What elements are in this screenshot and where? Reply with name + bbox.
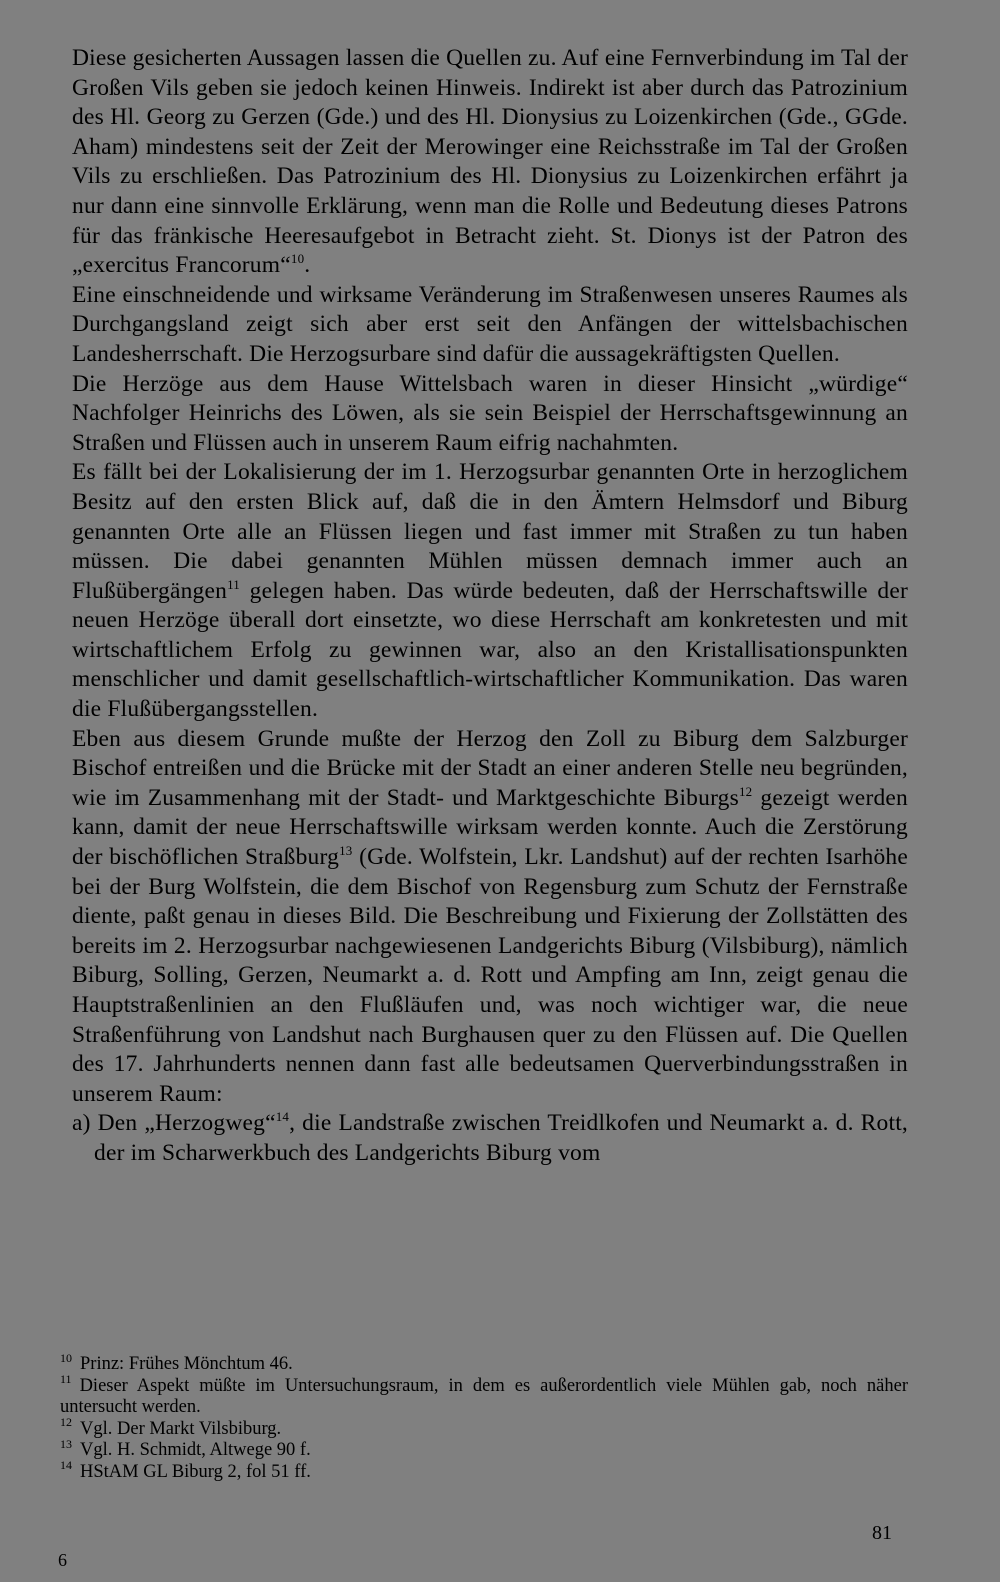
- paragraph-3: [72, 370, 908, 459]
- footnote-10: [60, 1350, 908, 1376]
- footnote-text: HStAM GL Biburg 2, fol 51 ff.: [80, 1461, 311, 1482]
- list-item-text: a) Den „Herzogweg“: [72, 1110, 276, 1137]
- footnotes: [60, 1350, 908, 1483]
- paragraph-text: Eben aus diesem Grunde mußte der Herzog den Zoll zu Biburg dem Salzburger Bischof entreißen und die Brücke mit der Stadt an einer anderen Stelle neu begründen, wie im Zusammenhang mit der Stadt- und Marktgeschichte Biburgs: [72, 725, 908, 811]
- footnote-number: 11: [60, 1372, 72, 1387]
- paragraph-text: (Gde. Wolfstein, Lkr. Landshut) auf der rechten Isarhöhe bei der Burg Wolfstein, die dem Bischof von Regensburg zum Schutz der Fernstraße diente, paßt genau in dieses Bild. Die Beschreibung und Fixierung der Zollstätten des bereits im 2. Herzogsurbar nachgewiesenen Landgerichts Biburg (Vilsbiburg), nämlich Biburg, Solling, Gerzen, Neumarkt a. d. Rott und Ampfing am Inn, zeigt genau die Hauptstraßenlinien an den Flußläufen und, was noch wichtiger war, die neue Straßenführung von Landshut nach Burghausen quer zu den Flüssen auf. Die Quellen des 17. Jahrhunderts nennen dann fast alle bedeutsamen Querverbindungsstraßen in unserem Raum:: [72, 844, 908, 1107]
- paragraph-text: Die Herzöge aus dem Hause Wittelsbach waren in dieser Hinsicht „würdige“ Nachfolger Heinrichs des Löwen, als sie sein Beispiel der Herrschaftsgewinnung an Straßen und Flüssen auch in unserem Raum eifrig nachahmten.: [72, 370, 908, 456]
- footnote-number: 12: [60, 1415, 72, 1430]
- paragraph-text: Es fällt bei der Lokalisierung der im 1. Herzogsurbar genannten Orte in herzoglichem Besitz auf den ersten Blick auf, daß die in den Ämtern Helmsdorf und Biburg genannten Orte alle an Flüssen liegen und fast immer mit Straßen zu tun haben müssen. Die dabei genannten Mühlen müssen demnach immer auch an Flußübergängen: [72, 459, 908, 604]
- footnote-number: 10: [60, 1350, 72, 1365]
- paragraph-text: gelegen haben. Das würde bedeuten, daß der Herrschaftswille der neuen Herzöge überall dort einsetzte, wo diese Herrschaft am konkretesten und mit wirtschaftlichem Erfolg zu gewinnen war, also an den Kristallisationspunkten menschlicher und damit gesellschaftlich-wirtschaftlicher Kommunikation. Das waren die Flußübergangsstellen.: [72, 577, 908, 723]
- list-item-text: , die Landstraße zwischen Treidlkofen und Neumarkt a. d. Rott, der im Scharwerkbuch des Landgerichts Biburg vom: [94, 1110, 908, 1166]
- footnote-13: [60, 1436, 908, 1462]
- paragraph-text: Diese gesicherten Aussagen lassen die Quellen zu. Auf eine Fernverbindung im Tal der Großen Vils geben sie jedoch keinen Hinweis. Indirekt ist aber durch das Patrozinium des Hl. Georg zu Gerzen (Gde.) und des Hl. Dionysius zu Loizenkirchen (Gde., GGde. Aham) mindestens seit der Zeit der Merowinger eine Reichsstraße im Tal der Großen Vils zu erschließen. Das Patrozinium des Hl. Dionysius zu Loizenkirchen erfährt ja nur dann eine sinnvolle Erklärung, wenn man die Rolle und Bedeutung dieses Patrons für das fränkische Heeresaufgebot in Betracht zieht. St. Dionys ist der Patron des „exercitus Francorum“: [72, 45, 908, 279]
- body-text: [72, 44, 908, 1169]
- footnote-14: [60, 1458, 908, 1484]
- footnote-11: [60, 1372, 908, 1419]
- page-number: 81: [872, 1522, 892, 1544]
- footnote-reference: 10: [290, 251, 305, 267]
- footnote-text: Dieser Aspekt müßte im Untersuchungsraum, in dem es außerordentlich viele Mühlen gab, noch näher untersucht werden.: [60, 1375, 908, 1417]
- paragraph-text: gezeigt werden kann, damit der neue Herrschaftswille wirksam werden konnte. Auch die Zerstörung der bischöflichen Straßburg: [72, 784, 908, 871]
- footnote-number: 13: [60, 1436, 72, 1451]
- footnote-text: Prinz: Frühes Mönchtum 46.: [80, 1354, 293, 1374]
- footnote-reference: 12: [738, 784, 753, 800]
- list-item-a: [72, 1109, 908, 1168]
- signature-mark: 6: [58, 1550, 67, 1570]
- footnote-12: [60, 1415, 908, 1441]
- paragraph-text: Eine einschneidende und wirksame Veränderung im Straßenwesen unseres Raumes als Durchgangsland zeigt sich aber erst seit den Anfängen der wittelsbachischen Landesherrschaft. Die Herzogsurbare sind dafür die aussagekräftigsten Quellen.: [72, 281, 908, 367]
- paragraph-text: .: [304, 252, 311, 279]
- paragraph-5: [72, 725, 908, 1110]
- footnote-number: 14: [60, 1458, 72, 1473]
- paragraph-1: [72, 44, 908, 281]
- footnote-reference: 13: [339, 843, 353, 859]
- paragraph-2: [72, 281, 908, 370]
- footnote-reference: 11: [227, 576, 241, 592]
- footnote-text: Vgl. H. Schmidt, Altwege 90 f.: [80, 1440, 311, 1460]
- paragraph-4: [72, 458, 908, 724]
- footnote-text: Vgl. Der Markt Vilsbiburg.: [80, 1418, 282, 1439]
- footnote-reference: 14: [275, 1109, 290, 1125]
